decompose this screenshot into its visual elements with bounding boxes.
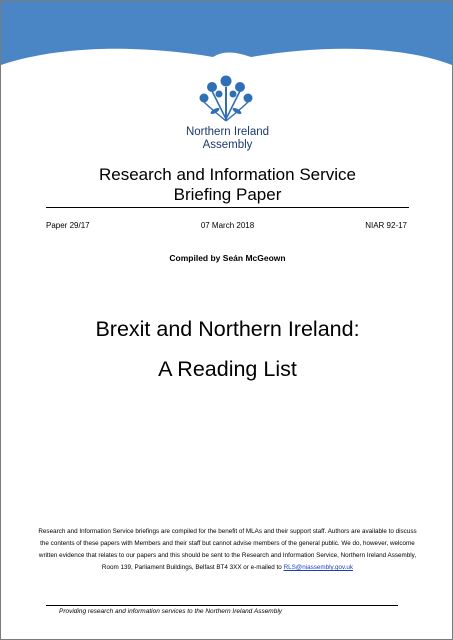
paper-reference: NIAR 92-17: [365, 221, 407, 230]
header-divider: [46, 207, 409, 208]
footer-text: Providing research and information services to the Northern Ireland Assembly: [59, 608, 283, 615]
disclaimer-text: Research and Information Service briefings are compiled for the benefit of MLAs and their support staff. Authors are available to discuss the contents of these papers with Members and their staff but cannot advise members of the general public. We do, however, welcome written evidence that relates to our papers and this should be sent to the Research and Information Service, Northern Ireland Assembly, Room 139, Parliament Buildings, Belfast BT4 3XX or e-mailed to: [38, 528, 417, 571]
disclaimer: [37, 526, 418, 574]
contact-email-link[interactable]: RLS@niassembly.gov.uk: [283, 564, 354, 571]
service-title: Research and Information Service: [98, 165, 357, 184]
org-name-line2: Assembly: [202, 139, 253, 151]
compiled-by: Compiled by Seán McGeown: [169, 253, 286, 263]
title-line1: Brexit and Northern Ireland:: [95, 317, 360, 341]
org-name-line1: Northern Ireland: [185, 126, 270, 138]
paper-type: Briefing Paper: [173, 185, 282, 204]
paper-date: 07 March 2018: [200, 221, 255, 230]
blue-banner-shape: [1, 1, 452, 65]
paper-number: Paper 29/17: [46, 221, 90, 230]
footer-divider: [46, 605, 398, 606]
title-line2: A Reading List: [158, 357, 297, 381]
